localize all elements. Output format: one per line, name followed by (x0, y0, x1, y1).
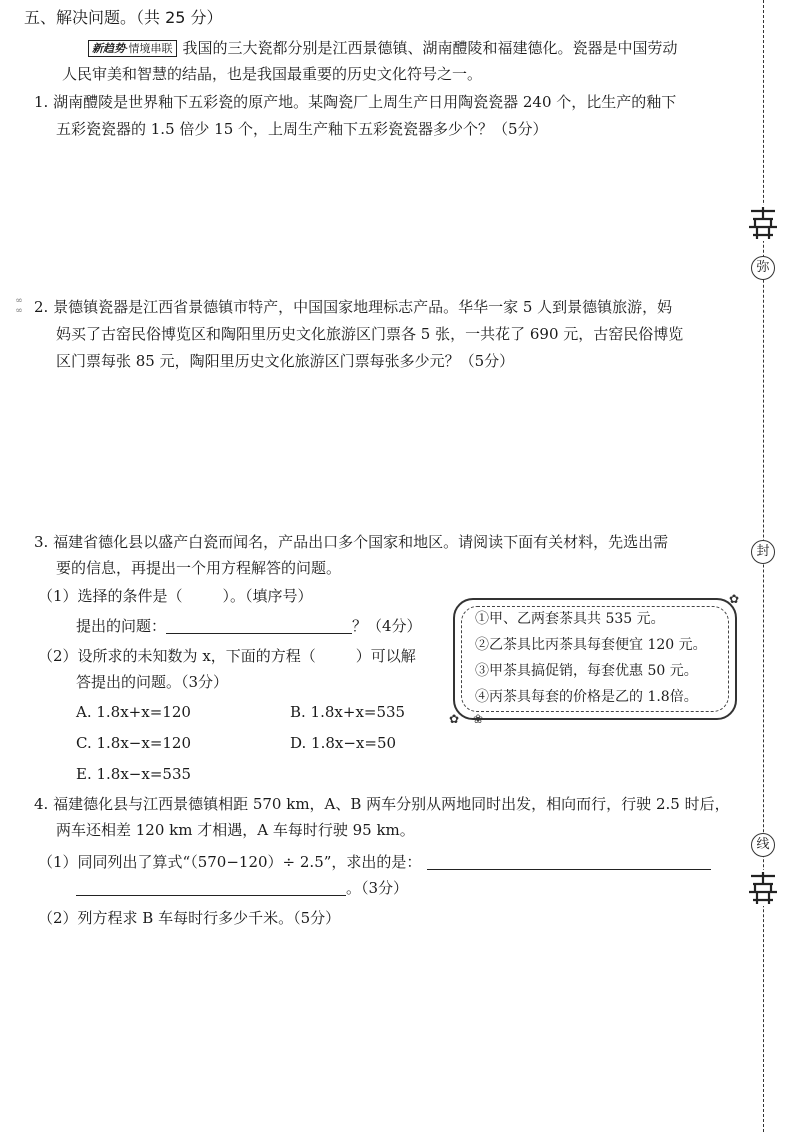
seal-char-mi: 弥 (751, 256, 775, 280)
q4-part2: （2）列方程求 B 车每时行多少千米。（5分） (38, 909, 341, 927)
q3-line-1: 3. 福建省德化县以盛产白瓷而闻名，产品出口多个国家和地区。请阅读下面有关材料，先选出需 (34, 533, 669, 551)
q4-line-1: 4. 福建德化县与江西景德镇相距 570 km，A、B 两车分别从两地同时出发，相向而行，行驶 2.5 时后， (34, 795, 730, 813)
q1-line-2: 五彩瓷瓷器的 1.5 倍少 15 个，上周生产釉下五彩瓷瓷器多少个？（5分） (56, 120, 548, 138)
option-e[interactable]: E. 1.8x−x=535 (76, 765, 192, 783)
intro-line-1: 新趋势·情境串联 我国的三大瓷都分别是江西景德镇、湖南醴陵和福建德化。瓷器是中国劳动 (88, 36, 678, 60)
seal-char-xian: 线 (751, 833, 775, 857)
q3-part2-line-2: 答提出的问题。（3分） (76, 673, 229, 691)
q3-line-2: 要的信息，再提出一个用方程解答的问题。 (56, 559, 342, 577)
margin-mark: ∞∞ (14, 296, 24, 316)
q3-part1: （1）选择的条件是（ ）。（填序号） (38, 587, 313, 605)
option-a[interactable]: A. 1.8x+x=120 (76, 703, 191, 721)
option-c[interactable]: C. 1.8x−x=120 (76, 734, 192, 752)
answer-blank[interactable] (427, 853, 711, 870)
question-blank[interactable] (166, 617, 352, 634)
ornament-icon (745, 870, 781, 906)
info-item-3: ③甲茶具搞促销，每套优惠 50 元。 (475, 663, 698, 679)
ornament-icon (745, 205, 781, 241)
seal-char-feng: 封 (751, 540, 775, 564)
trend-badge: 新趋势·情境串联 (88, 40, 177, 57)
answer-blank-2[interactable] (76, 879, 346, 896)
flower-icon: ✿ (728, 592, 739, 606)
q1-line-1: 1. 湖南醴陵是世界釉下五彩瓷的原产地。某陶瓷厂上周生产日用陶瓷瓷器 240 个，比生产的釉下 (34, 93, 677, 111)
info-item-1: ①甲、乙两套茶具共 535 元。 (475, 611, 665, 627)
info-box (449, 592, 739, 726)
flower-icon: ✿ (449, 712, 460, 726)
q3-question-line: 提出的问题： ？（4分） (76, 617, 422, 635)
section-title: 五、解决问题。（共 25 分） (24, 8, 223, 27)
q3-part2-line-1: （2）设所求的未知数为 x，下面的方程（ ）可以解 (38, 647, 416, 665)
q2-line-1: 2. 景德镇瓷器是江西省景德镇市特产，中国国家地理标志产品。华华一家 5 人到景德镇旅游，妈 (34, 298, 673, 316)
q2-line-3: 区门票每张 85 元，陶阳里历史文化旅游区门票每张多少元？（5分） (56, 352, 515, 370)
q4-part1-cont: 。（3分） (76, 876, 408, 900)
q4-line-2: 两车还相差 120 km 才相遇，A 车每时行驶 95 km。 (56, 821, 415, 839)
flower-icon: ❀ (473, 712, 484, 726)
info-item-2: ②乙茶具比丙茶具每套便宜 120 元。 (475, 637, 707, 653)
intro-line-2: 人民审美和智慧的结晶，也是我国最重要的历史文化符号之一。 (62, 65, 483, 83)
binding-line (763, 0, 764, 1132)
q2-line-2: 妈买了古窑民俗博览区和陶阳里历史文化旅游区门票各 5 张，一共花了 690 元，古窑民俗博览 (56, 325, 684, 343)
info-item-4: ④丙茶具每套的价格是乙的 1.8倍。 (475, 689, 698, 705)
option-d[interactable]: D. 1.8x−x=50 (290, 734, 397, 752)
option-b[interactable]: B. 1.8x+x=535 (290, 703, 406, 721)
q4-part1: （1）同同列出了算式“（570−120）÷ 2.5”，求出的是： (38, 850, 711, 874)
